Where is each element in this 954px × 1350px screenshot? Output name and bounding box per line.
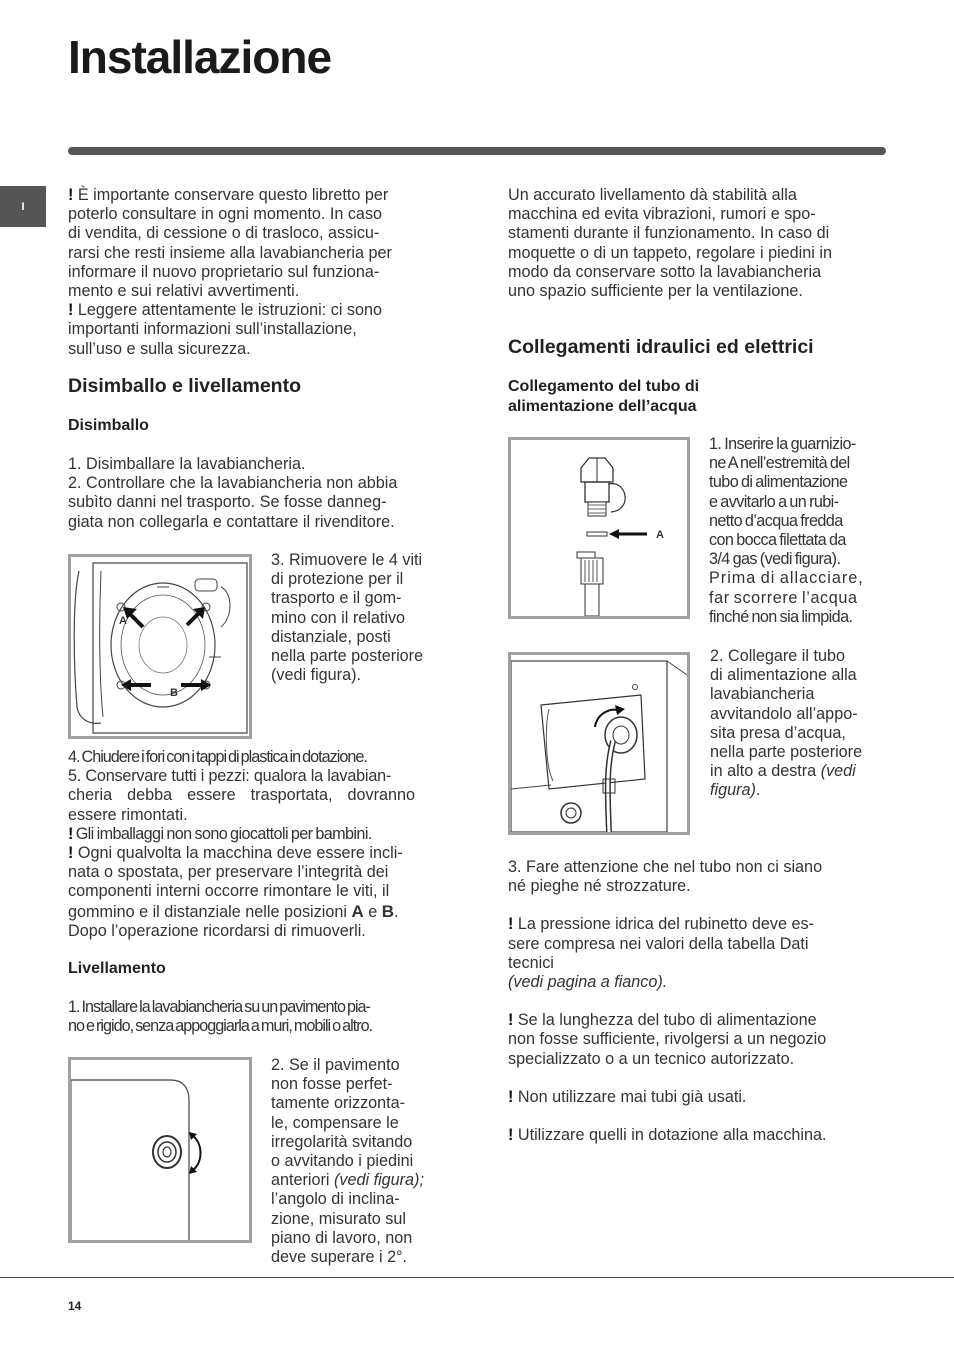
- disimballo-steps: 1. Disimballare la lavabiancheria. 2. Controllare che la lavabiancheria non abbia subìto danni nel trasporto. Se fosse danneg- giata non collegarla e contattare il rivenditore.: [68, 455, 398, 531]
- right-intro: Un accurato livellamento dà stabilità alla macchina ed evita vibrazioni, rumori e spo- stamenti durante il funzionamento. In caso di moquette o di un tappeto, regolare i piedini in modo da conservare sotto la lavabiancheria uno spazio sufficiente per la ventilazione.: [508, 186, 832, 301]
- heading-disimballo: Disimballo: [68, 417, 149, 434]
- title-rule: [68, 147, 886, 155]
- washer-back-illustration: [71, 557, 249, 736]
- figure-label-a: A: [119, 615, 127, 627]
- page-number: 14: [68, 1299, 82, 1313]
- figure-label-a: A: [656, 529, 664, 541]
- collegamento-notes: 3. Fare attenzione che nel tubo non ci siano né pieghe né strozzature. ! La pressione idrica del rubinetto deve es- sere compresa nei valori della tabella Dati tecnici (vedi pagina a fianco). ! Se la lunghezza del tubo di alimentazione non fosse sufficiente, rivolgersi a un negozio specializzato o a un tecnico autorizzato. ! Non utilizzare mai tubi già usati. ! Utilizzare quelli in dotazione alla macchina.: [508, 858, 827, 1145]
- tap-hose-illustration: [511, 440, 687, 616]
- intro-text: ! È importante conservare questo libretto per poterlo consultare in ogni momento. In caso di vendita, di cessione o di trasloco, assicu- rarsi che resti insieme alla lavabiancheria per informare il nuovo proprietario sul funziona- mento e sui relativi avvertimenti. ! Leggere attentamente le istruzioni: ci sono importanti informazioni sull’installazione, sull’uso e sulla sicurezza.: [68, 186, 392, 358]
- livellamento-step2-text: 2. Se il pavimento non fosse perfet- tamente orizzonta- le, compensare le irregolarità svitando o avvitando i piedini anteriori (vedi figura); l’angolo di inclina- zione, misurato sul piano di lavoro, non deve superare i 2°.: [271, 1056, 424, 1267]
- figure-washer-connection: [508, 652, 690, 835]
- washer-connection-illustration: [511, 655, 687, 832]
- footer-rule: [0, 1277, 954, 1278]
- collegamento-step2-text: 2. Collegare il tubo di alimentazione alla lavabiancheria avvitandolo all’appo- sita presa d’acqua, nella parte posteriore in alto a destra (vedi figura).: [710, 647, 863, 800]
- livellamento-step1: 1. Installare la lavabiancheria su un pavimento pia- no e rigido, senza appoggiarla a muri, mobili o altro.: [68, 998, 373, 1036]
- disimballo-step3-text: 3. Rimuovere le 4 viti di protezione per il trasporto e il gom- mino con il relativo distanziale, posti nella parte posteriore (vedi figura).: [271, 551, 424, 685]
- language-tab: I: [0, 186, 46, 227]
- figure-tap-hose: [508, 437, 690, 619]
- collegamento-step1-text: 1. Inserire la guarnizio- ne A nell’estremità del tubo di alimentazione e avvitarlo a un rubi- netto d’acqua fredda con bocca filettata da 3/4 gas (vedi figura). Prima di allacciare, far scorrere l’acqua finché non sia limpida.: [709, 435, 864, 626]
- heading-collegamento-tubo: Collegamento del tubo di alimentazione dell’acqua: [508, 378, 700, 415]
- figure-leveling-foot: [68, 1057, 252, 1243]
- section-title-disimballo-livellamento: Disimballo e livellamento: [68, 375, 301, 397]
- disimballo-after-steps: 4. Chiudere i fori con i tappi di plastica in dotazione. 5. Conservare tutti i pezzi: qualora la lavabian- cheria debba essere trasportata, dovranno essere rimontati. ! Gli imballaggi non sono giocattoli per bambini. ! Ogni qualvolta la macchina deve essere incli- nata o spostata, per preservare l’integrità dei componenti interni occorre rimontare le viti, il gommino e il distanziale nelle posizioni A e B. Dopo l’operazione ricordarsi di rimuoverli.: [68, 748, 416, 940]
- figure-transport-screws: [68, 554, 252, 739]
- leveling-foot-illustration: [71, 1060, 249, 1240]
- section-title-collegamenti: Collegamenti idraulici ed elettrici: [508, 336, 814, 358]
- figure-label-b: B: [170, 687, 178, 699]
- heading-livellamento: Livellamento: [68, 960, 166, 977]
- page-title: Installazione: [68, 31, 332, 83]
- left-column: [68, 186, 448, 359]
